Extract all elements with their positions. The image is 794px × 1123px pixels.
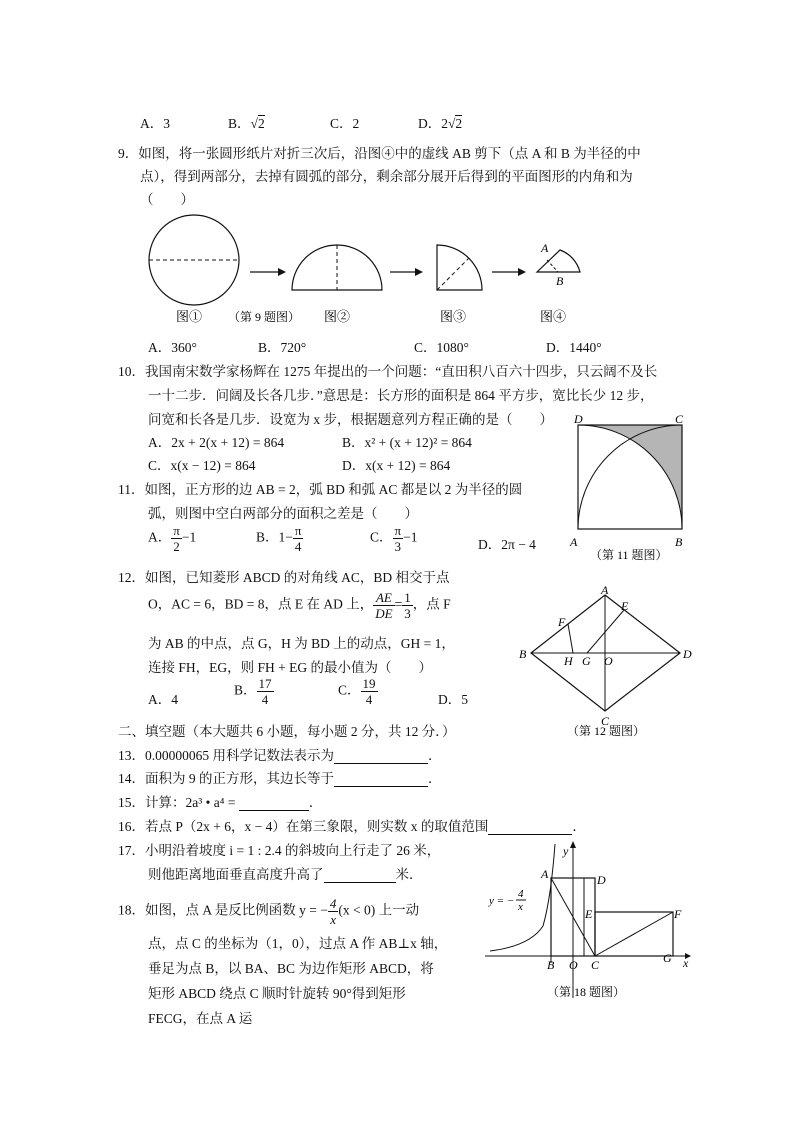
arrow-head-icon xyxy=(415,268,423,276)
q18-label-d: D xyxy=(597,873,606,887)
q12-label-f: F xyxy=(558,615,566,629)
q18-line4: 矩形 ABCD 绕点 C 顺时针旋转 90°得到矩形 xyxy=(148,986,406,1001)
q11-option-c-suffix: −1 xyxy=(403,529,418,545)
q11-label-d: D xyxy=(574,415,583,426)
q9-option-a: A．360° xyxy=(148,340,197,355)
q9-option-b: B．720° xyxy=(258,340,307,355)
q18-label-e: E xyxy=(585,907,593,921)
q11-option-c-prefix: C． xyxy=(370,529,393,545)
q13: 13．0.00000065 用科学记数法表示为 ． xyxy=(118,748,442,763)
sqrt-icon: √ xyxy=(448,116,456,131)
q12-option-c-fraction xyxy=(361,676,378,707)
q18-label-g: G xyxy=(663,951,672,965)
q8-option-d-prefix: D．2 xyxy=(418,116,448,131)
q9-fold-line-3 xyxy=(437,258,469,290)
q18-label-a: A xyxy=(541,867,549,881)
q18-label-c: C xyxy=(591,958,600,972)
q18-label-f: F xyxy=(674,907,682,921)
q9-caption: （第 9 题图） xyxy=(228,310,301,324)
q12-ratio-value-numerator: 1 xyxy=(404,590,411,605)
q9-point-a: A xyxy=(541,241,549,255)
q12-equals: = xyxy=(394,596,403,612)
section-2-heading: 二、填空题（本大题共 6 小题，每小题 2 分，共 12 分．） xyxy=(118,724,456,739)
q14-answer-blank[interactable] xyxy=(334,773,428,787)
q15: 15．计算：2a³ • a⁴ = ． xyxy=(118,795,323,810)
q10-option-c: C．x(x − 12) = 864 xyxy=(148,458,256,473)
q18-label-y: y xyxy=(563,844,569,858)
q12-ratio-numerator: AE xyxy=(373,590,394,606)
q9-point-b: B xyxy=(556,274,564,288)
q11-caption: （第 11 题图） xyxy=(590,548,668,562)
q12-ratio-fraction xyxy=(373,590,394,621)
q12-option-c-numerator: 19 xyxy=(362,676,376,691)
q11-option-a-fraction xyxy=(171,523,182,554)
q11-option-a-prefix: A． xyxy=(148,529,172,545)
q10-option-b: B．x² + (x + 12)² = 864 xyxy=(342,435,472,450)
q8-option-c: C．2 xyxy=(330,116,360,131)
q17-line1: 17．小明沿着坡度 i = 1 : 2.4 的斜坡向上行走了 26 米， xyxy=(118,843,441,858)
q12-option-b-numerator: 17 xyxy=(258,676,272,691)
q11-option-a xyxy=(148,523,196,554)
q17-unit: 米． xyxy=(395,867,423,882)
q18-line1-prefix: 18．如图，点 A 是反比例函数 y = − xyxy=(118,902,328,918)
q14-text: 14．面积为 9 的正方形，其边长等于 xyxy=(118,771,334,786)
q11-option-b-numerator: π xyxy=(294,523,302,538)
q11-option-c xyxy=(370,523,417,554)
q12-option-b-denominator: 4 xyxy=(261,692,269,707)
q11-option-b-prefix: B．1− xyxy=(256,529,293,545)
q12-ratio-denominator: DE xyxy=(375,606,393,621)
q11-label-c: C xyxy=(675,415,684,426)
q8-option-b-prefix: B． xyxy=(228,116,251,131)
q12-label-g: G xyxy=(582,654,591,668)
q12-option-b-prefix: B． xyxy=(234,682,257,698)
y-axis-arrow-icon xyxy=(570,841,576,848)
q18-caption: （第 18 题图） xyxy=(547,985,626,999)
q9-fig3-label: 图③ xyxy=(440,309,467,324)
q8-option-d-radicand: 2 xyxy=(455,116,463,131)
q18-function-fraction xyxy=(328,896,339,927)
q11-option-a-denominator: 2 xyxy=(173,539,180,554)
q18-diagonal-cf xyxy=(595,912,673,956)
q9-option-d: D．1440° xyxy=(546,340,602,355)
q18-label-o: O xyxy=(569,958,578,972)
q15-text: 15．计算：2a³ • a⁴ = xyxy=(118,795,236,810)
q12-option-d: D．5 xyxy=(438,692,468,707)
arrow-head-icon xyxy=(518,268,526,276)
q9-fig2-label: 图② xyxy=(324,309,351,324)
q10-line2: 一十二步．问阔及长各几步．”意思是：长方形的面积是 864 平方步，宽比长少 12 步， xyxy=(148,388,654,403)
q11-option-c-fraction xyxy=(393,523,404,554)
q12-label-a: A xyxy=(601,585,609,597)
q12-label-h: H xyxy=(564,654,573,668)
q18-function-label-numerator: 4 xyxy=(518,888,524,900)
q11-option-d: D．2π − 4 xyxy=(478,537,536,552)
q11-figure xyxy=(568,415,698,565)
q18-line1-suffix: (x < 0) 上一动 xyxy=(338,902,420,918)
q12-line2 xyxy=(148,590,451,621)
q13-answer-blank[interactable] xyxy=(334,750,428,764)
q11-label-a: A xyxy=(570,535,578,549)
q18-function-numerator: 4 xyxy=(329,896,337,911)
q18-label-b: B xyxy=(547,958,555,972)
q12-option-c-prefix: C． xyxy=(338,682,361,698)
q11-option-b-fraction xyxy=(293,523,304,554)
q12-line1: 12．如图，已知菱形 ABCD 的对角线 AC，BD 相交于点 xyxy=(118,570,450,585)
q10-line1: 10．我国南宋数学家杨辉在 1275 年提出的一个问题：“直田积八百六十四步，只云阔不及长 xyxy=(118,364,658,379)
q11-option-b xyxy=(256,523,303,554)
q12-label-d: D xyxy=(683,647,692,661)
q12-ratio-value xyxy=(402,590,413,621)
q12-option-b-fraction xyxy=(257,676,274,707)
q11-line1: 11．如图，正方形的边 AB = 2，弧 BD 和弧 AC 都是以 2 为半径的圆 xyxy=(118,482,523,497)
q12-line2-prefix: O，AC = 6，BD = 8，点 E 在 AD 上， xyxy=(148,596,374,612)
q8-option-a: A．3 xyxy=(140,116,170,131)
q9-line3: （ ） xyxy=(140,192,194,207)
q12-option-c xyxy=(338,676,378,707)
q18-function-label-denominator: x xyxy=(518,901,523,913)
q18-label-x: x xyxy=(683,956,689,970)
q17-line2-text: 则他距离地面垂直高度升高了 xyxy=(148,867,324,882)
q12-line2-suffix: ，点 F xyxy=(412,596,451,612)
q8-option-b-radicand: 2 xyxy=(257,116,265,131)
q12-line4: 连接 FH，EG，则 FH + EG 的最小值为（ ） xyxy=(148,660,432,675)
q12-figure xyxy=(515,585,695,740)
q12-label-o: O xyxy=(604,654,613,668)
q14: 14．面积为 9 的正方形，其边长等于 ． xyxy=(118,771,442,786)
q16-answer-blank[interactable] xyxy=(488,821,572,835)
q9-fig1-label: 图① xyxy=(176,309,203,324)
q18-line2: 点，点 C 的坐标为（1，0），过点 A 作 AB⊥x 轴， xyxy=(148,936,448,951)
q18-line1 xyxy=(118,896,419,927)
q18-figure xyxy=(485,838,695,1003)
q12-option-c-denominator: 4 xyxy=(365,692,373,707)
q9-line2: 点），得到两部分，去掉有圆弧的部分，剩余部分展开后得到的平面图形的内角和为 xyxy=(140,169,633,184)
q8-option-b xyxy=(228,112,265,132)
q9-figure xyxy=(140,210,600,330)
q12-label-b: B xyxy=(519,647,527,661)
q18-function-label: y = − xyxy=(489,895,515,907)
q11-option-a-suffix: −1 xyxy=(181,529,197,545)
q9-line1: 9．如图，将一张圆形纸片对折三次后，沿图④中的虚线 AB 剪下（点 A 和 B 为半径的中 xyxy=(118,146,641,161)
q10-option-a: A．2x + 2(x + 12) = 864 xyxy=(148,435,285,450)
q11-option-a-numerator: π xyxy=(173,523,180,538)
arrow-head-icon xyxy=(278,268,286,276)
q12-segment-fh xyxy=(568,624,573,653)
q11-option-b-denominator: 4 xyxy=(294,539,302,554)
q12-line3: 为 AB 的中点，点 G，H 为 BD 上的动点，GH = 1， xyxy=(148,636,455,651)
q12-ratio-value-denominator: 3 xyxy=(404,606,411,621)
q11-option-c-numerator: π xyxy=(394,523,402,538)
q12-label-c: C xyxy=(601,714,610,728)
q17-answer-blank[interactable] xyxy=(324,869,396,883)
q8-option-d xyxy=(418,112,462,132)
q12-option-b xyxy=(234,676,274,707)
q9-option-c: C．1080° xyxy=(414,340,469,355)
q18-function-denominator: x xyxy=(330,912,336,927)
q11-option-c-denominator: 3 xyxy=(394,539,402,554)
q11-line2: 弧，则图中空白两部分的面积之差是（ ） xyxy=(148,506,418,521)
q12-label-e: E xyxy=(621,599,629,613)
sqrt-icon: √ xyxy=(250,116,258,131)
q9-fig4-label: 图④ xyxy=(540,309,567,324)
q18-line3: 垂足为点 B，以 BA、BC 为边作矩形 ABCD，将 xyxy=(148,961,434,976)
q18-line5: FECG，在点 A 运 xyxy=(148,1011,253,1026)
q11-label-b: B xyxy=(675,535,683,549)
q10-option-d: D．x(x + 12) = 864 xyxy=(342,458,451,473)
q17-line2 xyxy=(148,863,423,883)
q16: 16．若点 P（2x + 6，x − 4）在第三象限，则实数 x 的取值范围 ． xyxy=(118,819,586,834)
q9-cut-line xyxy=(547,260,558,272)
q12-option-a: A．4 xyxy=(148,692,178,707)
q16-text: 16．若点 P（2x + 6，x − 4）在第三象限，则实数 x 的取值范围 xyxy=(118,819,489,834)
q15-answer-blank[interactable] xyxy=(239,797,309,811)
q13-text: 13．0.00000065 用科学记数法表示为 xyxy=(118,748,334,763)
q12-caption: （第 12 题图） xyxy=(567,724,646,738)
q10-line3: 问宽和长各是几步．设宽为 x 步，根据题意列方程正确的是（ ） xyxy=(148,412,553,427)
